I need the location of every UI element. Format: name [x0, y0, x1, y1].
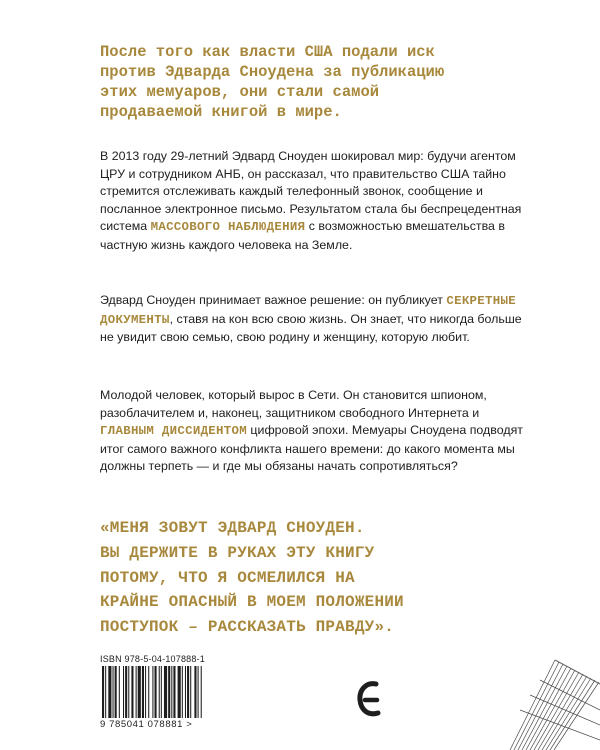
lead-line: против Эдварда Сноудена за публикацию — [100, 63, 445, 81]
isbn-label: ISBN 978-5-04-107888-1 — [100, 654, 205, 664]
paragraph-text: с возможностью вмешательства в частную жизнь каждого человека на Земле. — [100, 219, 505, 252]
eksmo-e-logo-icon — [356, 680, 384, 720]
quote-line: ПОСТУПОК – РАССКАЗАТЬ ПРАВДУ». — [100, 618, 395, 637]
paragraph-text: Эдвард Сноуден принимает важное решение: он публикует — [100, 293, 447, 307]
highlight-secret-documents: СЕКРЕТНЫЕ ДОКУМЕНТЫ — [100, 294, 516, 327]
cover-artwork-fragment — [500, 640, 600, 750]
lead-line: этих мемуаров, они стали самой — [100, 83, 380, 101]
quote-line: КРАЙНЕ ОПАСНЫЙ В МОЕМ ПОЛОЖЕНИИ — [100, 593, 404, 612]
paragraph-2 — [100, 292, 525, 347]
paragraph-text: Молодой человек, который вырос в Сети. Он становится шпионом, разоблачителем и, наконец, защитником свободного Интернета и — [100, 388, 487, 420]
snowden-quote — [100, 516, 550, 640]
highlight-main-dissident: ГЛАВНЫМ ДИССИДЕНТОМ — [100, 424, 247, 439]
barcode — [100, 666, 240, 718]
barcode-digits: 9 785041 078881 > — [100, 719, 193, 730]
paragraph-text: В 2013 году 29-летний Эдвард Сноуден шокировал мир: будучи агентом ЦРУ и сотрудником АНБ, он рассказал, что правительство США тайно стремится отслеживать каждый телефонный звонок, сообщение и посланное электронное письмо. Результатом стала бы беспрецедентная система — [100, 149, 522, 234]
highlight-mass-surveillance: МАССОВОГО НАБЛЮДЕНИЯ — [150, 220, 306, 235]
lead-line: продаваемой книгой в мире. — [100, 103, 342, 121]
lead-line: После того как власти США подали иск — [100, 43, 435, 61]
quote-line: ВЫ ДЕРЖИТЕ В РУКАХ ЭТУ КНИГУ — [100, 543, 375, 562]
paragraph-1 — [100, 148, 525, 255]
quote-line: «МЕНЯ ЗОВУТ ЭДВАРД СНОУДЕН. — [100, 519, 365, 537]
paragraph-text: , ставя на кон всю свою жизнь. Он знает, что никогда больше не увидит свою семью, свою родину и женщину, которую любит. — [100, 311, 522, 345]
quote-line: ПОТОМУ, ЧТО Я ОСМЕЛИЛСЯ НА — [100, 568, 355, 587]
paragraph-3 — [100, 387, 525, 476]
paragraph-text: цифровой эпохи. Мемуары Сноудена подводят итог самого важного конфликта нашего времени: до какого момента мы должны терпеть — и где мы обязаны начать сопротивляться? — [100, 423, 523, 474]
lead-blurb — [100, 42, 540, 122]
